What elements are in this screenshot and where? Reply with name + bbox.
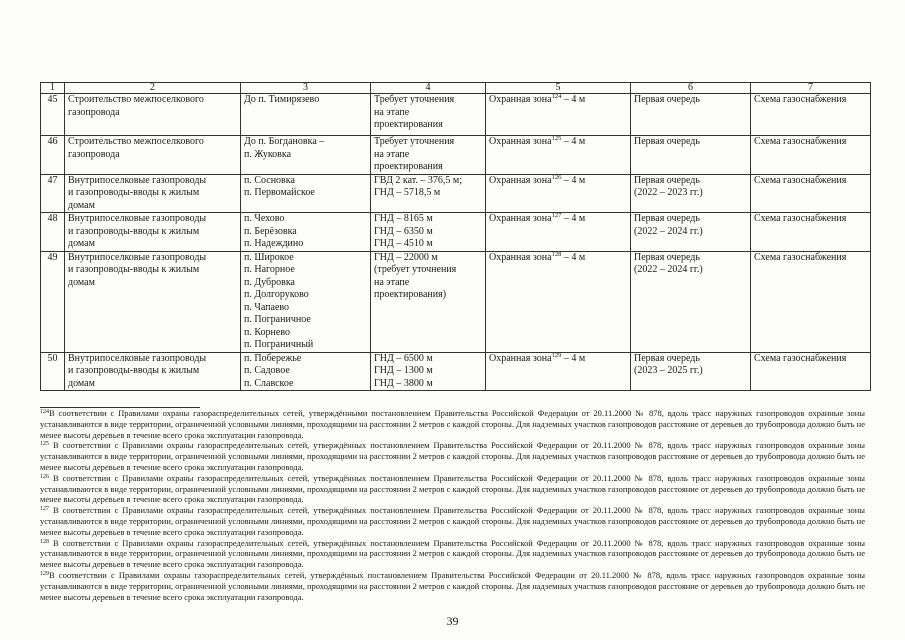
document-cell: Схема газоснабжения	[751, 94, 871, 136]
protection-zone-cell	[486, 94, 631, 136]
column-header: 3	[241, 83, 371, 94]
cell-line: ГНД – 5718,5 м	[374, 187, 441, 198]
zone-label: Охранная зона	[489, 174, 552, 186]
table-row	[41, 94, 871, 136]
cell-line: домам	[68, 199, 95, 211]
cell-line: п. Нагорное	[244, 264, 295, 275]
cell-line: п. Широкое	[244, 251, 294, 263]
stage-cell	[631, 213, 751, 252]
cell-line: ГНД – 4510 м	[374, 238, 433, 249]
object-name-cell	[65, 174, 241, 213]
cell-line: ГНД – 3800 м	[374, 377, 433, 389]
footnote-text: В соответствии с Правилами охраны газораспределительных сетей, утверждённых постановлением Правительства Российской Федерации от 20.11.2000 № 878, вдоль трасс наружных газопроводов охранные зоны устанавливаются в виде территории, ограниченной условными линиями, проходящими на расстоянии 2 метров с каждой стороны. Для надземных участков газопроводов расстояние от деревьев до трубопровода должно быть не менее высоты деревьев в течение всего срока эксплуатации газопровода.	[40, 472, 865, 505]
column-header: 5	[486, 83, 631, 94]
stage-cell	[631, 352, 751, 391]
cell-line: ГВД 2 кат. – 376,5 м;	[374, 174, 463, 186]
protection-zone-cell	[486, 136, 631, 175]
route-cell	[241, 174, 371, 213]
footnote-text: В соответствии с Правилами охраны газораспределительных сетей, утверждённых постановлением Правительства Российской Федерации от 20.11.2000 № 878, вдоль трасс наружных газопроводов охранные зоны устанавливаются в виде территории, ограниченной условными линиями, проходящими на расстоянии 2 метров с каждой стороны. Для надземных участков газопроводов расстояние от деревьев до трубопровода должно быть не менее высоты деревьев в течение всего срока эксплуатации газопровода.	[40, 537, 865, 570]
cell-line: Внутрипоселковые газопроводы	[68, 174, 207, 186]
cell-line: Требует уточнения	[374, 94, 455, 105]
route-cell	[241, 352, 371, 391]
footnote-text: В соответствии с Правилами охраны газораспределительных сетей, утверждённых постановлением Правительства Российской Федерации от 20.11.2000 № 878, вдоль трасс наружных газопроводов охранные зоны устанавливаются в виде территории, ограниченной условными линиями, проходящими на расстоянии 2 метров с каждой стороны. Для надземных участков газопроводов расстояние от деревьев до трубопровода должно быть не менее высоты деревьев в течение всего срока эксплуатации газопровода.	[40, 440, 865, 472]
cell-line: газопровода	[68, 148, 120, 160]
column-header: 1	[41, 83, 65, 94]
cell-line: п. Корнево	[244, 326, 290, 338]
footnote-ref: 127	[551, 212, 562, 219]
route-cell	[241, 213, 371, 252]
footnote-mark: 125	[40, 441, 49, 448]
cell-line: п. Побережье	[244, 352, 302, 364]
zone-width: – 4 м	[561, 213, 586, 224]
cell-line: Внутрипоселковые газопроводы	[68, 352, 207, 364]
route-cell	[241, 251, 371, 352]
page-number: 39	[446, 614, 459, 628]
cell-line: домам	[68, 276, 95, 288]
object-name-cell	[65, 251, 241, 352]
zone-label: Охранная зона	[489, 213, 552, 224]
cell-line: и газопроводы-вводы к жилым	[68, 365, 200, 376]
footnote-mark: 124	[40, 409, 49, 415]
cell-line: До п. Тимирязево	[244, 94, 320, 105]
cell-line: Первая очередь	[634, 251, 700, 263]
footnote-mark: 126	[40, 473, 49, 480]
cell-line: проектирования	[374, 161, 443, 172]
cell-line: ГНД – 6350 м	[374, 225, 433, 237]
cell-line: Внутрипоселковые газопроводы	[68, 251, 207, 263]
infrastructure-table	[40, 82, 871, 391]
cell-line: на этапе	[374, 148, 410, 160]
cell-line: Строительство межпоселкового	[68, 136, 204, 147]
cell-line: Требует уточнения	[374, 136, 455, 147]
length-cell	[371, 251, 486, 352]
protection-zone-cell	[486, 213, 631, 252]
stage-cell	[631, 251, 751, 352]
length-cell	[371, 136, 486, 175]
cell-line: Первая очередь	[634, 352, 700, 364]
cell-line: п. Славское	[244, 377, 294, 389]
column-header: 2	[65, 83, 241, 94]
cell-line: п. Садовое	[244, 365, 290, 376]
cell-line: До п. Богдановка –	[244, 136, 325, 147]
table-row	[41, 352, 871, 391]
cell-line: и газопроводы-вводы к жилым	[68, 264, 200, 275]
footnote-text: В соответствии с Правилами охраны газораспределительных сетей, утверждённых постановлением Правительства Российской Федерации от 20.11.2000 № 878, вдоль трасс наружных газопроводов охранные зоны устанавливаются в виде территории, ограниченной условными линиями, проходящими на расстоянии 2 метров с каждой стороны. Для надземных участков газопроводов расстояние от деревьев до трубопровода должно быть не менее высоты деревьев в течение всего срока эксплуатации газопровода.	[40, 569, 865, 602]
zone-label: Охранная зона	[489, 251, 552, 263]
footnote-ref: 128	[551, 250, 562, 258]
table-row	[41, 174, 871, 213]
footnote	[40, 538, 865, 570]
cell-line: п. Первомайское	[244, 187, 315, 198]
row-number-cell: 48	[41, 213, 65, 252]
length-cell	[371, 94, 486, 136]
footnote-ref: 124	[551, 93, 562, 100]
cell-line: Первая очередь	[634, 94, 700, 105]
footnote-ref: 125	[551, 135, 562, 142]
cell-line: п. Чехово	[244, 213, 285, 224]
footnote-mark: 129	[40, 570, 49, 577]
cell-line: п. Дубровка	[244, 276, 295, 288]
cell-line: п. Жуковка	[244, 148, 292, 160]
row-number-cell: 46	[41, 136, 65, 175]
cell-line: газопровода	[68, 106, 120, 118]
length-cell	[371, 352, 486, 391]
zone-label: Охранная зона	[489, 352, 552, 364]
cell-line: Первая очередь	[634, 213, 700, 224]
cell-line: (требует уточнения	[374, 264, 457, 275]
footnote-mark: 127	[40, 506, 49, 513]
document-cell: Схема газоснабжения	[751, 352, 871, 391]
cell-line: п. Чапаево	[244, 301, 290, 313]
object-name-cell	[65, 352, 241, 391]
length-cell	[371, 213, 486, 252]
route-cell	[241, 94, 371, 136]
cell-line: проектирования)	[374, 289, 447, 300]
protection-zone-cell	[486, 352, 631, 391]
footnote	[40, 473, 865, 505]
protection-zone-cell	[486, 174, 631, 213]
cell-line: Строительство межпоселкового	[68, 94, 204, 105]
object-name-cell	[65, 136, 241, 175]
cell-line: п. Пограничный	[244, 339, 314, 350]
column-header: 4	[371, 83, 486, 94]
cell-line: п. Надеждино	[244, 238, 304, 249]
cell-line: и газопроводы-вводы к жилым	[68, 187, 200, 198]
cell-line: на этапе	[374, 106, 410, 118]
table-row	[41, 251, 871, 352]
column-header: 6	[631, 83, 751, 94]
row-number-cell: 49	[41, 251, 65, 352]
footnote-text: В соответствии с Правилами охраны газораспределительных сетей, утверждённых постановлением Правительства Российской Федерации от 20.11.2000 № 878, вдоль трасс наружных газопроводов охранные зоны устанавливаются в виде территории, ограниченной условными линиями, проходящими на расстоянии 2 метров с каждой стороны. Для надземных участков газопроводов расстояние от деревьев до трубопровода должно быть не менее высоты деревьев в течение всего срока эксплуатации газопровода.	[40, 505, 865, 537]
cell-line: ГНД – 1300 м	[374, 365, 433, 376]
zone-label: Охранная зона	[489, 136, 552, 147]
footnote-text: В соответствии с Правилами охраны газораспределительных сетей, утверждёнными постановлением Правительства Российской Федерации от 20.11.2000 № 878, вдоль трасс наружных газопроводов охранные зоны устанавливаются в виде территории, ограниченной условными линиями, проходящими на расстоянии 2 метров с каждой стороны. Для надземных участков газопроводов расстояние от деревьев до трубопровода должно быть не менее высоты деревьев в течение всего срока эксплуатации газопровода.	[40, 408, 865, 440]
zone-width: – 4 м	[561, 352, 586, 364]
cell-line: домам	[68, 377, 95, 389]
cell-line: проектирования	[374, 119, 443, 130]
cell-line: (2023 – 2025 гг.)	[634, 365, 703, 376]
cell-line: Первая очередь	[634, 174, 700, 186]
stage-cell	[631, 94, 751, 136]
cell-line: п. Сосновка	[244, 174, 295, 186]
cell-line: домам	[68, 238, 95, 249]
zone-width: – 4 м	[561, 94, 586, 105]
footnote	[40, 505, 865, 537]
cell-line: и газопроводы-вводы к жилым	[68, 225, 200, 237]
cell-line: (2022 – 2023 гг.)	[634, 187, 703, 198]
footnote-ref: 126	[551, 173, 562, 181]
protection-zone-cell	[486, 251, 631, 352]
footnotes	[40, 408, 865, 602]
cell-line: ГНД – 22000 м	[374, 251, 438, 263]
length-cell	[371, 174, 486, 213]
cell-line: ГНД – 6500 м	[374, 352, 433, 364]
row-number-cell: 50	[41, 352, 65, 391]
document-cell: Схема газоснабжения	[751, 251, 871, 352]
table-row	[41, 136, 871, 175]
footnote-ref: 129	[551, 351, 562, 359]
row-number-cell: 47	[41, 174, 65, 213]
cell-line: (2022 – 2024 гг.)	[634, 264, 703, 275]
object-name-cell	[65, 213, 241, 252]
cell-line: п. Берёзовка	[244, 225, 297, 237]
zone-width: – 4 м	[561, 174, 586, 186]
cell-line: на этапе	[374, 276, 410, 288]
cell-line: Первая очередь	[634, 136, 700, 147]
row-number-cell: 45	[41, 94, 65, 136]
column-header: 7	[751, 83, 871, 94]
footnote	[40, 570, 865, 602]
document-cell: Схема газоснабжения	[751, 174, 871, 213]
table-row	[41, 213, 871, 252]
column-header-row	[41, 83, 871, 94]
cell-line: п. Пограничное	[244, 314, 311, 325]
cell-line: (2022 – 2024 гг.)	[634, 225, 703, 237]
zone-label: Охранная зона	[489, 94, 552, 105]
zone-width: – 4 м	[561, 251, 586, 263]
stage-cell	[631, 136, 751, 175]
route-cell	[241, 136, 371, 175]
cell-line: п. Долгоруково	[244, 289, 309, 300]
cell-line: ГНД – 8165 м	[374, 213, 433, 224]
stage-cell	[631, 174, 751, 213]
footnote	[40, 440, 865, 472]
cell-line: Внутрипоселковые газопроводы	[68, 213, 207, 224]
document-cell: Схема газоснабжения	[751, 136, 871, 175]
footnote-mark: 128	[40, 538, 49, 545]
footnote	[40, 408, 865, 440]
document-cell: Схема газоснабжения	[751, 213, 871, 252]
object-name-cell	[65, 94, 241, 136]
zone-width: – 4 м	[561, 136, 586, 147]
